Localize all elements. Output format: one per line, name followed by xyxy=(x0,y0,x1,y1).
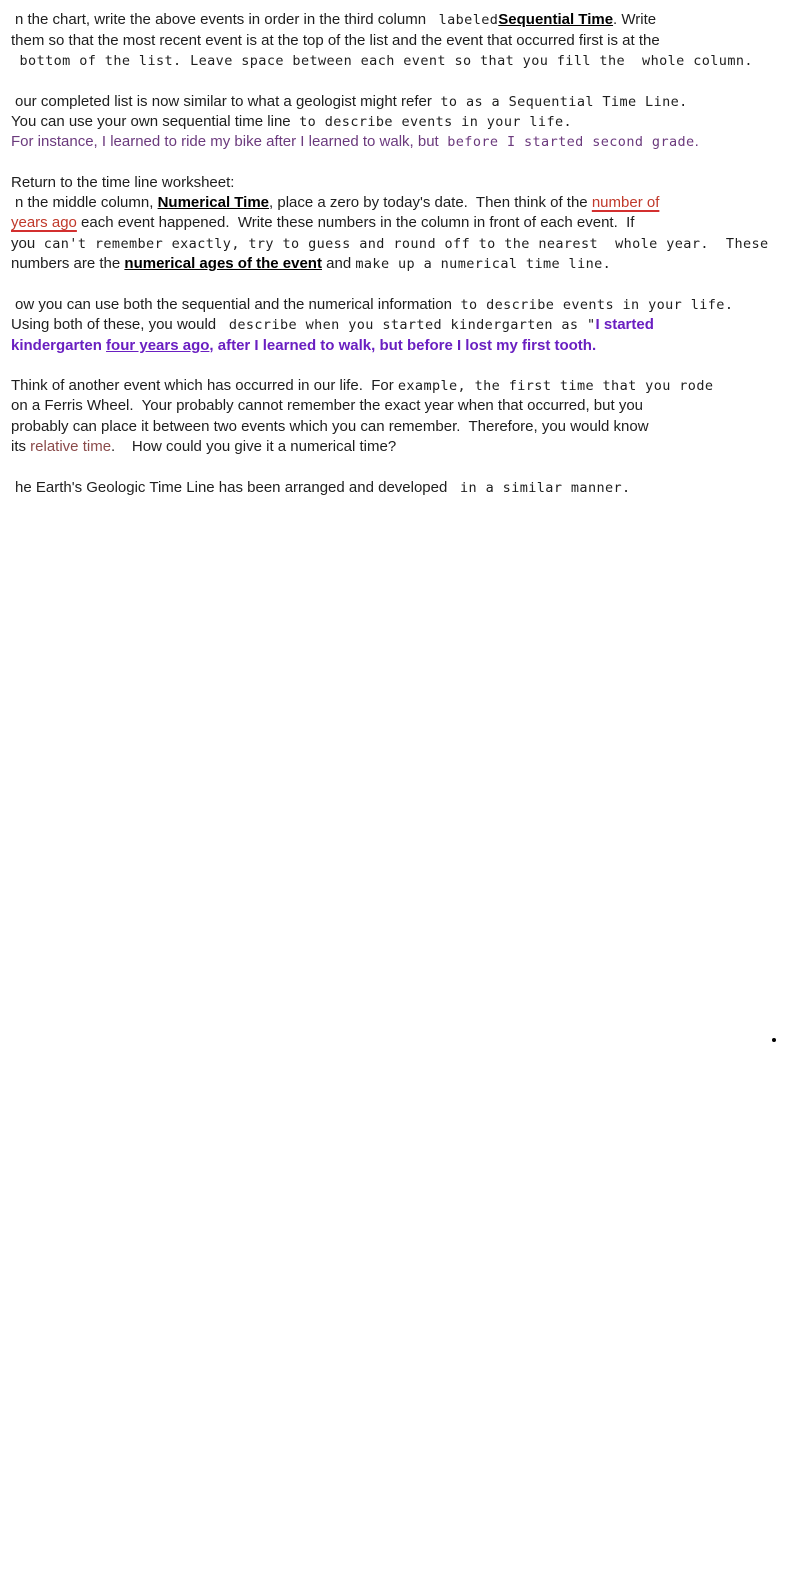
text-run: ow you can use both the sequential and the numerical information xyxy=(15,296,452,313)
text-run: numbers are the xyxy=(11,255,125,272)
paragraph-5-line-1 xyxy=(11,376,713,396)
paragraph-3-line-5 xyxy=(11,254,611,274)
text-run: , place a zero by today's date. Then think of the xyxy=(269,194,592,211)
text-run: n the middle column, xyxy=(15,194,158,211)
text-run: describe when you started kindergarten as " xyxy=(220,317,596,333)
text-run: to describe events in your life. xyxy=(290,114,573,130)
text-run: You can use your own sequential time line xyxy=(11,113,291,130)
paragraph-5-line-3: probably can place it between two events which you can remember. Therefore, you would know xyxy=(11,418,649,435)
paragraph-3-line-3 xyxy=(11,213,634,233)
worksheet-heading: Return to the time line worksheet: xyxy=(11,174,235,191)
text-run: each event happened. Write these numbers in the column in front of each event. If xyxy=(76,214,635,231)
paragraph-1-line-2: them so that the most recent event is at the top of the list and the event that occurred first is at the xyxy=(11,32,660,49)
paragraph-4-line-3 xyxy=(11,336,596,356)
text-run: I started xyxy=(595,316,654,333)
text-run: labeled xyxy=(438,12,499,28)
text-run: number of xyxy=(591,194,660,211)
paragraph-1-line-3: bottom of the list. Leave space between each event so that you fill the whole column. xyxy=(11,53,753,69)
paragraph-3-line-1 xyxy=(11,173,234,193)
sequential-time-term: Sequential Time xyxy=(498,11,614,28)
text-run: its xyxy=(11,438,31,455)
numerical-time-term: Numerical Time xyxy=(157,194,270,211)
paragraph-5-line-4 xyxy=(11,437,396,457)
text-run: For instance, I learned to ride my bike after I learned to walk, but xyxy=(11,133,439,150)
paragraph-5-line-2: on a Ferris Wheel. Your probably cannot remember the exact year when that occurred, but you xyxy=(11,397,644,414)
numerical-ages-term: numerical ages of the event xyxy=(124,255,322,272)
paragraph-6-line-1 xyxy=(15,478,631,498)
paragraph-4-line-2 xyxy=(11,315,654,335)
text-run: four years ago xyxy=(106,337,210,354)
paragraph-2-line-3 xyxy=(11,132,699,152)
text-run: before I started second grade xyxy=(438,134,695,150)
relative-time-term: relative time xyxy=(30,438,112,455)
text-run: our completed list is now similar to what a geologist might refer xyxy=(15,93,432,110)
paragraph-3-line-4 xyxy=(11,234,769,254)
text-run: . xyxy=(591,337,597,354)
text-run: example, the first time that you rode xyxy=(397,378,714,394)
text-run: you xyxy=(11,235,36,252)
paragraph-2-line-1 xyxy=(15,92,688,112)
text-run: to as a Sequential Time Line. xyxy=(431,94,688,110)
text-run: and xyxy=(321,255,356,272)
stray-dot-mark xyxy=(772,1038,776,1042)
text-run: , after I learned to walk, but before I lost my first tooth xyxy=(209,337,592,354)
paragraph-2-line-2 xyxy=(11,112,572,132)
text-run: . Write xyxy=(613,11,657,28)
text-run: Think of another event which has occurred in our life. For xyxy=(11,377,398,394)
text-run: . xyxy=(694,133,699,150)
text-run: Using both of these, you would xyxy=(11,316,221,333)
text-run: he Earth's Geologic Time Line has been arranged and developed xyxy=(15,479,452,496)
text-run: to describe events in your life. xyxy=(451,297,734,313)
text-run: years ago xyxy=(11,214,77,231)
text-run: in a similar manner. xyxy=(451,480,631,496)
text-run: kindergarten xyxy=(11,337,107,354)
paragraph-4-line-1 xyxy=(15,295,733,315)
text-run: . How could you give it a numerical time? xyxy=(111,438,397,455)
paragraph-1-line-1 xyxy=(15,10,656,30)
paragraph-3-line-2 xyxy=(15,193,659,213)
text-run: make up a numerical time line. xyxy=(355,256,612,272)
text-run: can't remember exactly, try to guess and round off to the nearest whole year. These xyxy=(35,236,769,252)
text-run: n the chart, write the above events in order in the third column xyxy=(15,11,427,28)
